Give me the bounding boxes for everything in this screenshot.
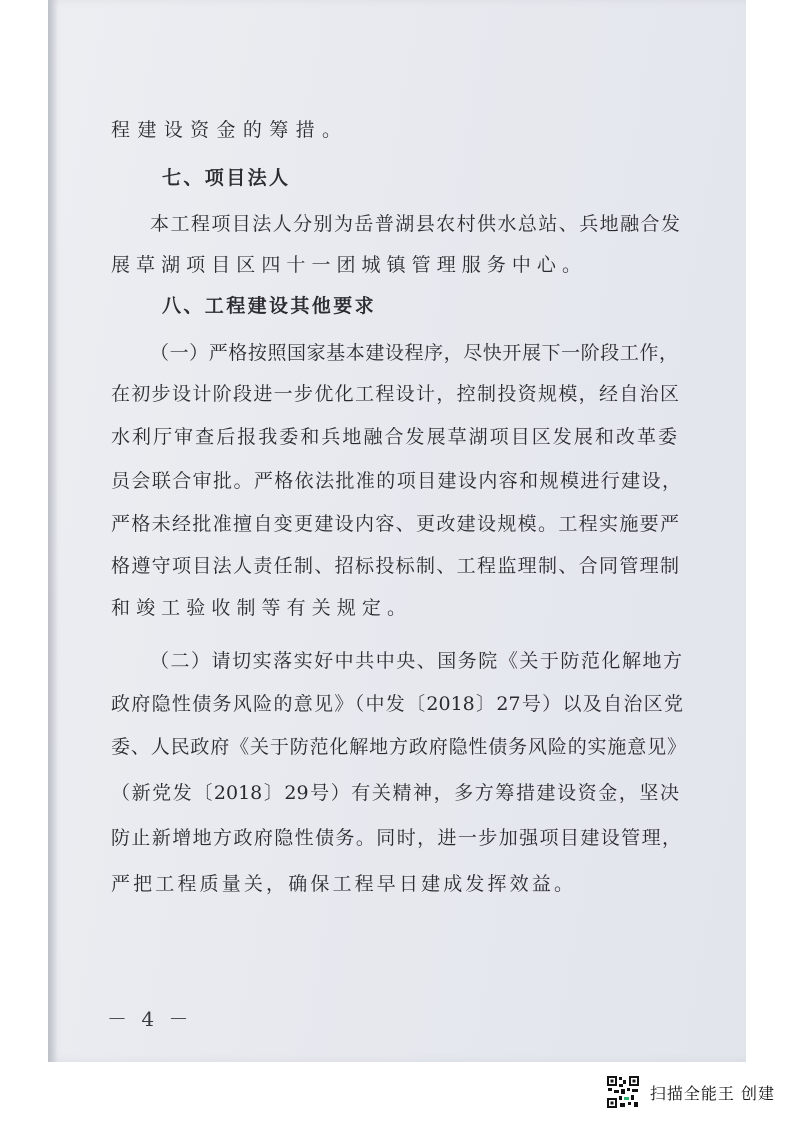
scanned-page (48, 0, 746, 1062)
body-line: 程建设资金的筹措。 (111, 119, 341, 141)
body-line: （二）请切实落实好中共中央、国务院《关于防范化解地方 (150, 650, 682, 672)
body-line: 在初步设计阶段进一步优化工程设计，控制投资规模，经自治区 (111, 383, 679, 405)
qr-code-icon (606, 1075, 640, 1109)
body-line: 防止新增地方政府隐性债务。同时，进一步加强项目建设管理， (111, 827, 681, 849)
section-8-heading: 八、工程建设其他要求 (162, 295, 377, 317)
section-7-heading: 七、项目法人 (162, 167, 291, 189)
watermark-label: 扫描全能王 创建 (649, 1083, 775, 1103)
body-line: 严把工程质量关，确保工程早日建成发挥效益。 (111, 873, 573, 895)
body-line: 格遵守项目法人责任制、招标投标制、工程监理制、合同管理制 (111, 555, 679, 577)
body-line: （一）严格按照国家基本建设程序，尽快开展下一阶段工作， (150, 342, 678, 364)
page-number: － 4 － (107, 1007, 193, 1031)
body-line: 展草湖项目区四十一团城镇管理服务中心。 (111, 254, 581, 276)
body-line: 水利厅审查后报我委和兵地融合发展草湖项目区发展和改革委 (111, 426, 677, 448)
body-line: 政府隐性债务风险的意见》（中发〔2018〕27号）以及自治区党 (111, 693, 683, 715)
body-line: 委、人民政府《关于防范化解地方政府隐性债务风险的实施意见》 (111, 736, 686, 758)
body-line: （新党发〔2018〕29号）有关精神，多方筹措建设资金，坚决 (111, 782, 679, 804)
body-line: 严格未经批准擅自变更建设内容、更改建设规模。工程实施要严 (111, 513, 679, 535)
body-line: 员会联合审批。严格依法批准的项目建设内容和规模进行建设， (111, 470, 681, 492)
body-line: 本工程项目法人分别为岳普湖县农村供水总站、兵地融合发 (150, 213, 680, 235)
scanner-watermark (606, 1072, 775, 1112)
body-line: 和竣工验收制等有关规定。 (111, 597, 406, 619)
